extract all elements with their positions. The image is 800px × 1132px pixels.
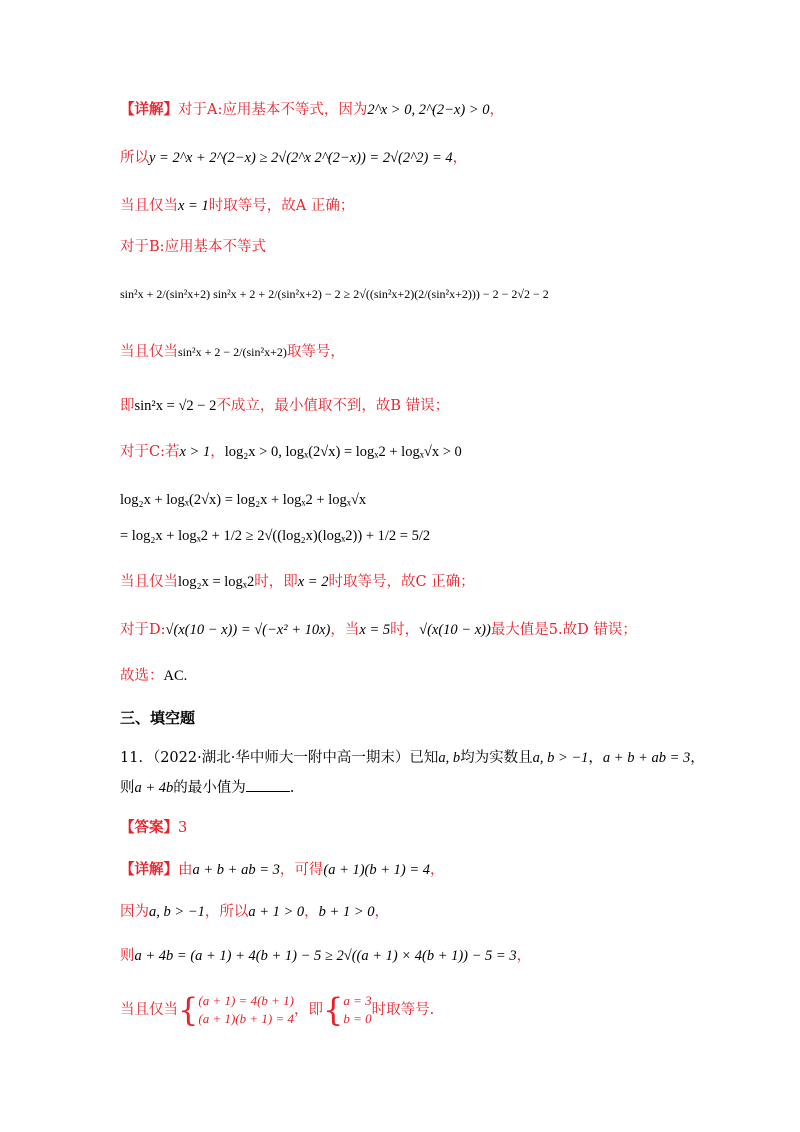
detail-11-line2 bbox=[120, 902, 389, 922]
text: 当且仅当 bbox=[120, 1002, 178, 1018]
question-11-line1 bbox=[120, 748, 705, 768]
text: ，所以 bbox=[204, 904, 249, 920]
math-expr: x = 5 bbox=[359, 622, 391, 638]
text: 当且仅当 bbox=[120, 574, 178, 590]
math-expr: x = 2 bbox=[297, 574, 329, 590]
answer-blank bbox=[246, 791, 290, 792]
text: 均为实数且 bbox=[460, 750, 533, 766]
punct: ， bbox=[690, 750, 705, 766]
text: 当且仅当 bbox=[120, 344, 178, 360]
line-b-equality bbox=[120, 342, 345, 362]
math-expr: (a + 1)(b + 1) = 4 bbox=[323, 862, 431, 878]
choice-answer: AC. bbox=[163, 668, 188, 684]
math-expr: log₂x > 0, logₓ(2√x) = logₓ2 + logₓ√x > 0 bbox=[224, 444, 462, 460]
math-expr: y = 2^x + 2^(2−x) ≥ 2√(2^x 2^(2−x)) = 2√(2^2) = 4 bbox=[149, 150, 453, 166]
text: 取等号， bbox=[286, 344, 345, 360]
text: 因为 bbox=[120, 904, 149, 920]
detail-line-a bbox=[120, 100, 504, 120]
punct: ， bbox=[452, 150, 468, 166]
question-11-line2 bbox=[120, 778, 294, 798]
math-expr: a, b bbox=[438, 750, 461, 766]
detail-tag: 【详解】 bbox=[120, 101, 178, 118]
line-c-intro bbox=[120, 442, 462, 462]
math-expr: sin²x + 2/(sin²x+2) sin²x + 2 + 2/(sin²x+2) − 2 ≥ 2√((sin²x+2)(2/(sin²x+2))) − 2 − 2√2 − 2 bbox=[120, 287, 549, 301]
line-c-sum bbox=[120, 490, 366, 510]
text: 则 bbox=[120, 780, 135, 796]
math-expr: log₂x = logₓ2 bbox=[178, 574, 255, 590]
line-c-correct bbox=[120, 572, 475, 592]
line-choice bbox=[120, 666, 187, 686]
text: 由 bbox=[178, 862, 193, 878]
text: 对于A:应用基本不等式，因为 bbox=[178, 102, 368, 118]
punct: ， bbox=[588, 750, 603, 766]
left-brace: { bbox=[323, 991, 344, 1029]
answer-line bbox=[120, 818, 187, 838]
math-expr: = log₂x + logₓ2 + 1/2 ≥ 2√((log₂x)(logₓ2)) + 1/2 = 5/2 bbox=[120, 528, 431, 544]
text: 对于D: bbox=[120, 622, 166, 638]
text: 对于C:若 bbox=[120, 444, 180, 460]
line-d bbox=[120, 620, 637, 640]
math-expr: sin²x + 2 − 2/(sin²x+2) bbox=[178, 345, 287, 359]
equation-system bbox=[198, 992, 294, 1028]
math-expr: a + 1 > 0 bbox=[248, 904, 305, 920]
text: 时， bbox=[390, 622, 420, 638]
line-b-formula bbox=[120, 284, 549, 304]
detail-tag: 【详解】 bbox=[120, 861, 178, 878]
punct: ， bbox=[489, 102, 504, 118]
text: ，当 bbox=[330, 622, 360, 638]
text: ，即 bbox=[294, 1002, 323, 1018]
text: 对于B:应用基本不等式 bbox=[120, 239, 267, 255]
detail-11-line1 bbox=[120, 860, 445, 880]
math-expr: log₂x + logₓ(2√x) = log₂x + logₓ2 + logₓ√x bbox=[120, 492, 367, 508]
math-expr: a + b + ab = 3 bbox=[602, 750, 691, 766]
punct: . bbox=[289, 780, 295, 796]
text: 不成立，最小值取不到，故B 错误； bbox=[216, 398, 450, 414]
left-brace: { bbox=[178, 991, 199, 1029]
text: 11．（2022·湖北·华中师大一附中高一期末）已知 bbox=[120, 750, 439, 766]
text: 最大值是5.故D 错误； bbox=[490, 622, 637, 638]
punct: ， bbox=[430, 862, 445, 878]
equation: (a + 1) = 4(b + 1) bbox=[198, 993, 294, 1008]
solution-system bbox=[343, 992, 371, 1028]
text: 时取等号，故A 正确； bbox=[208, 198, 355, 214]
math-expr: b + 1 > 0 bbox=[318, 904, 375, 920]
math-expr: a, b > −1 bbox=[149, 904, 205, 920]
detail-11-line4 bbox=[120, 990, 434, 1030]
text: 当且仅当 bbox=[120, 198, 178, 214]
math-expr: a + 4b bbox=[134, 780, 174, 796]
math-expr: x > 1 bbox=[179, 444, 211, 460]
text: ，可得 bbox=[279, 862, 324, 878]
math-expr: sin²x = √2 − 2 bbox=[134, 398, 217, 414]
math-expr: 2^x > 0, 2^(2−x) > 0 bbox=[367, 102, 490, 118]
math-expr: √(x(10 − x)) bbox=[419, 622, 491, 638]
text: 的最小值为 bbox=[173, 780, 246, 796]
math-expr: √(x(10 − x)) = √(−x² + 10x) bbox=[165, 622, 331, 638]
detail-11-line3 bbox=[120, 946, 531, 966]
text: 即 bbox=[120, 398, 135, 414]
punct: ， bbox=[304, 904, 319, 920]
section-heading: 三、填空题 bbox=[120, 709, 196, 727]
text: 时取等号. bbox=[371, 1002, 435, 1018]
text: 则 bbox=[120, 948, 135, 964]
line-b-intro bbox=[120, 237, 266, 257]
line-a-correct bbox=[120, 196, 354, 216]
equation: (a + 1)(b + 1) = 4 bbox=[198, 1011, 294, 1026]
punct: ， bbox=[210, 444, 225, 460]
answer-tag: 【答案】 bbox=[120, 819, 178, 836]
text: 时，即 bbox=[254, 574, 298, 590]
math-expr: a + b + ab = 3 bbox=[192, 862, 280, 878]
text: 故选： bbox=[120, 668, 164, 684]
line-b-wrong bbox=[120, 396, 449, 416]
text: 时取等号，故C 正确； bbox=[328, 574, 475, 590]
equation: b = 0 bbox=[343, 1011, 372, 1026]
punct: ， bbox=[516, 948, 532, 964]
line-c-bound bbox=[120, 526, 430, 546]
text: 所以 bbox=[120, 150, 149, 166]
equation: a = 3 bbox=[343, 993, 372, 1008]
math-expr: x = 1 bbox=[178, 198, 209, 214]
line-y-inequality bbox=[120, 148, 467, 168]
math-expr: a + 4b = (a + 1) + 4(b + 1) − 5 ≥ 2√((a + 1) × 4(b + 1)) − 5 = 3 bbox=[134, 948, 517, 964]
punct: ， bbox=[374, 904, 389, 920]
answer-value: 3 bbox=[178, 820, 188, 836]
math-expr: a, b > −1 bbox=[532, 750, 589, 766]
